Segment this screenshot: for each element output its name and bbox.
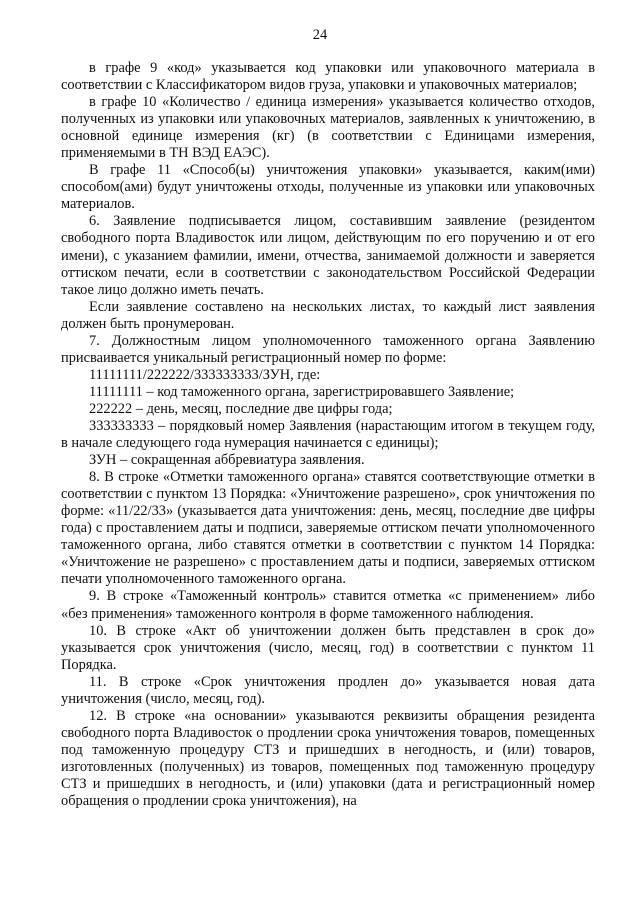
paragraph-number-format: 11111111/222222/333333333/ЗУН, где: — [89, 366, 321, 383]
document-body — [61, 60, 595, 810]
paragraph-grafa-9: в графе 9 «код» указывается код упаковки или упаковочного материала в соответствии с Классификатором видов груза, упаковки и упаковочных материалов; — [61, 60, 595, 94]
paragraph-grafa-10: в графе 10 «Количество / единица измерения» указывается количество отходов, полученных из упаковки или упаковочных материалов, заявленных к уничтожению, в основной единице измерения (кг) (в соответствии с Единицами измерения, применяемыми в ТН ВЭД ЕАЭС). — [61, 94, 595, 162]
paragraph-sequence-definition: 333333333 – порядковый номер Заявления (нарастающим итогом в текущем году, в начале следующего года нумерация начинается с единицы); — [61, 417, 595, 452]
paragraph-item-8: 8. В строке «Отметки таможенного органа» ставятся соответствующие отметки в соответствии с пунктом 13 Порядка: «Уничтожение разрешено», срок уничтожения по форме: «11/22/33» (указывается дата уничтожения: день, месяц, последние две цифры года) с проставлением даты и подписи, заверяемые оттиском печати уполномоченного таможенного органа, либо ставятся отметки в соответствии с пунктом 14 Порядка: «Уничтожение не разрешено» с проставлением даты и подписи, заверяемых оттиском печати уполномоченного таможенного органа. — [61, 469, 595, 588]
paragraph-item-9: 9. В строке «Таможенный контроль» ставится отметка «с применением» либо «без применения» таможенного контроля в форме таможенного наблюдения. — [61, 588, 595, 622]
paragraph-item-12: 12. В строке «на основании» указываются реквизиты обращения резидента свободного порта Владивосток о продлении срока уничтожения товаров, помещенных под таможенную процедуру СТЗ и пришедших в негодность, и (или) товаров, изготовленных (полученных) из товаров, помещенных под таможенную процедуру СТЗ и пришедших в негодность, и (или) упаковки (дата и регистрационный номер обращения о продлении срока уничтожения), на — [61, 707, 595, 810]
page-number: 24 — [312, 27, 328, 43]
paragraph-item-7: 7. Должностным лицом уполномоченного таможенного органа Заявлению присваивается уникальный регистрационный номер по форме: — [61, 332, 595, 366]
paragraph-item-11: 11. В строке «Срок уничтожения продлен до» указывается новая дата уничтожения (число, месяц, год). — [61, 673, 595, 707]
paragraph-item-10: 10. В строке «Акт об уничтожении должен быть представлен в срок до» указывается срок уничтожения (число, месяц, год) в соответствии с пунктом 11 Порядка. — [61, 622, 595, 673]
paragraph-item-6: 6. Заявление подписывается лицом, составившим заявление (резидентом свободного порта Владивосток или лицом, действующим по его поручению и от его имени), с указанием фамилии, имени, отчества, занимаемой должности и заверяется оттиском печати, если в соответствии с законодательством Российской Федерации такое лицо должно иметь печать. — [61, 213, 595, 298]
paragraph-code-definition: 11111111 – код таможенного органа, зарегистрировавшего Заявление; — [89, 383, 515, 400]
paragraph-date-definition: 222222 – день, месяц, последние две цифры года; — [89, 400, 393, 417]
paragraph-grafa-11: В графе 11 «Способ(ы) уничтожения упаковки» указывается, каким(ими) способом(ами) будут уничтожены отходы, полученные из упаковки или упаковочных материалов. — [61, 162, 595, 213]
paragraph-multiple-sheets: Если заявление составлено на нескольких листах, то каждый лист заявления должен быть пронумерован. — [61, 298, 595, 332]
paragraph-abbreviation-definition: ЗУН – сокращенная аббревиатура заявления. — [89, 452, 365, 469]
